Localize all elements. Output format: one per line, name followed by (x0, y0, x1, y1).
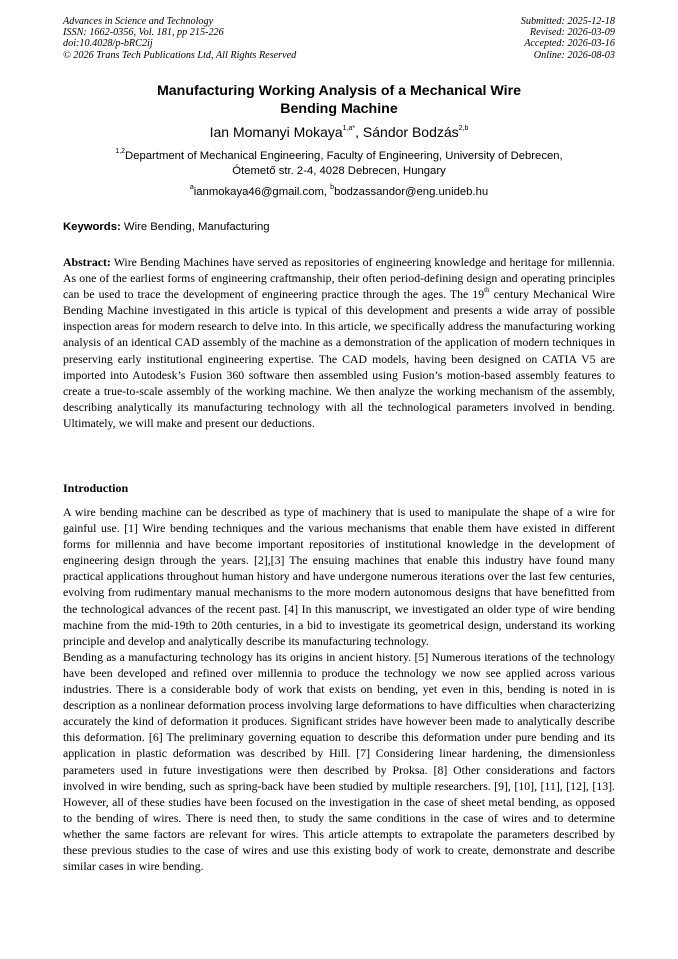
submitted-date: Submitted: 2025-12-18 (520, 16, 615, 27)
publication-info (63, 16, 296, 61)
abstract-text: Wire Bending Machines have served as repositories of engineering knowledge and heritage for millennia. As one of the earliest forms of engineering craftmanship, their often period-defining design and operating principles can be used to trace the development of engineering practice through the ages. The 19 (63, 255, 615, 302)
keywords-text: Wire Bending, Manufacturing (120, 221, 270, 233)
introduction-paragraph-1: A wire bending machine can be described as type of machinery that is used to manipulate the shape of a wire for gainful use. [1] Wire bending techniques and the various mechanisms that enable them have existed in different forms for millennia and have become important repositories of institutional knowledge in the development of engineering design through the years. [2],[3] The ensuing machines that enable this industry have found many practical applications throughout human history and have undergone numerous iterations over the last few centuries, evolving from rudimentary manual mechanisms to the more modern autonomous designs that have benefitted from the technological advances of the recent past. [4] In this manuscript, we investigated an older type of wire bending machine from the mid-19th to 20th centuries, in a bid to investigate its geometrical design, understand its working principle and develop and analytically describe its manufacturing technology. (63, 505, 615, 648)
affiliation-mark: 1,2 (115, 148, 126, 156)
title-line-2: Bending Machine (280, 101, 398, 117)
affiliation-line-2: Ótemető str. 2-4, 4028 Debrecen, Hungary (232, 165, 446, 177)
author-affiliation-mark: 2,b (458, 125, 469, 133)
author-affiliation-mark: 1,a* (342, 125, 356, 133)
author-separator: , (355, 124, 363, 140)
email-address: bodzassandor@eng.unideb.hu (334, 186, 489, 198)
paper-title (63, 82, 615, 118)
introduction-paragraph-2: Bending as a manufacturing technology has its origins in ancient history. [5] Numerous iterations of the technology have been developed and refined over millennia to produce the technology we now see applied across various industries. There is a considerable body of work that exists on bending, yet even in this, bending is noted in is description as a nonlinear deformation process involving large deformations to have difficulties when characterizing accurately the kind of deformation it produces. Significant strides have however been made to analytically describe this deformation. [6] The preliminary governing equation to describe this deformation under pure bending and its application in plastic deformation was described by Hill. [7] Considering linear hardening, the dimensionless parameters used in future investigations were then described by Proksa. [8] Other considerations and factors involved in wire bending, such as spring-back have been studied by multiple researchers. [9], [10], [11], [12], [13]. However, all of these studies have been focused on the investigation in the case of sheet metal bending, as opposed to the bending of wires. There is need then, to study the same conditions in the case of wires and to determine whether the same factors are relevant for wires. This article attempts to extrapolate the parameters described by these previous studies to the case of wires and use this existing body of work to create, demonstrate and describe similar cases in wire bending. (63, 649, 615, 874)
keywords-label: Keywords: (63, 221, 121, 233)
title-line-1: Manufacturing Working Analysis of a Mechanical Wire (156, 83, 522, 99)
author-emails (63, 185, 615, 200)
email-mark: b (330, 184, 335, 192)
online-date: Online: 2026-08-03 (533, 49, 615, 61)
introduction-body (63, 504, 615, 874)
abstract-label: Abstract: (63, 255, 111, 269)
email-mark: a (189, 184, 194, 192)
email-address: ianmokaya46@gmail.com, (193, 186, 331, 198)
publication-dates (521, 16, 615, 61)
issn-line: ISSN: 1662-0356, Vol. 181, pp 215-226 (63, 27, 224, 39)
doi-line: doi:10.4028/p-bRC2ij (63, 38, 153, 50)
revised-date: Revised: 2026-03-09 (529, 27, 615, 39)
affiliation (63, 149, 615, 179)
accepted-date: Accepted: 2026-03-16 (524, 38, 615, 50)
author-name: Ian Momanyi Mokaya (209, 124, 343, 140)
copyright-line: © 2026 Trans Tech Publications Ltd, All Rights Reserved (63, 49, 297, 61)
abstract (63, 254, 615, 431)
keywords (63, 220, 615, 235)
abstract-text: century Mechanical Wire Bending Machine investigated in this article is typical of this development and presents a wide array of possible inspection areas for modern research to delve into. In this article, we specifically address the manufacturing working analysis of an identical CAD assembly of the machine as a demonstration of the application of modern techniques in preserving early institutional engineering expertise. The CAD models, having been designed on CATIA V5 are imported into Autodesk’s Fusion 360 software then assembled using Fusion’s motion-based assembly features to create a true-to-scale assembly of the working machine. We then analyze the working mechanism of the assembly, describing analytically its manufacturing technology with all the technological parameters involved in bending. Ultimately, we will make and present our deductions. (63, 287, 615, 430)
abstract-paragraph (63, 254, 615, 431)
section-heading-introduction: Introduction (63, 481, 129, 495)
author-name: Sándor Bodzás (362, 124, 459, 140)
affiliation-line-1: Department of Mechanical Engineering, Faculty of Engineering, University of Debrecen, (125, 150, 563, 162)
author-list (63, 123, 615, 141)
journal-name: Advances in Science and Technology (63, 16, 214, 27)
ordinal-suffix: th (484, 286, 490, 295)
